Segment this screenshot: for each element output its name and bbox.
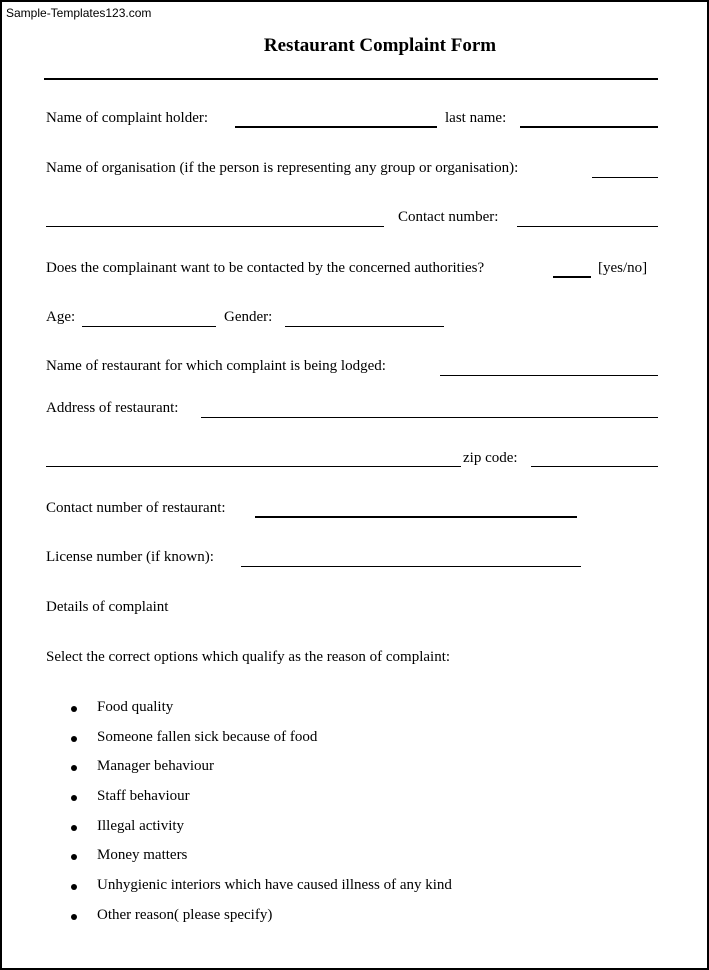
address-continuation-blank[interactable] — [46, 466, 461, 467]
reason-item[interactable]: Someone fallen sick because of food — [97, 729, 318, 745]
bullet-icon — [71, 825, 77, 831]
reason-item[interactable]: Unhygienic interiors which have caused illness of any kind — [97, 877, 452, 893]
restaurant-name-blank[interactable] — [440, 375, 658, 376]
organisation-label: Name of organisation (if the person is representing any group or organisation): — [46, 160, 519, 176]
last-name-blank[interactable] — [520, 126, 658, 128]
details-heading: Details of complaint — [46, 599, 169, 615]
gender-blank[interactable] — [285, 326, 444, 327]
name-holder-blank[interactable] — [235, 126, 437, 128]
age-label: Age: — [46, 309, 76, 325]
zip-code-label: zip code: — [463, 450, 518, 466]
organisation-blank[interactable] — [592, 177, 658, 178]
name-holder-label: Name of complaint holder: — [46, 110, 209, 126]
bullet-icon — [71, 884, 77, 890]
yes-no-label: [yes/no] — [598, 260, 648, 276]
contact-number-blank[interactable] — [517, 226, 658, 227]
organisation-continuation-blank[interactable] — [46, 226, 384, 227]
title-rule — [44, 78, 658, 80]
last-name-label: last name: — [445, 110, 507, 126]
bullet-icon — [71, 736, 77, 742]
bullet-icon — [71, 765, 77, 771]
bullet-icon — [71, 854, 77, 860]
reason-item[interactable]: Illegal activity — [97, 818, 185, 834]
contact-question-blank[interactable] — [553, 276, 591, 278]
restaurant-address-label: Address of restaurant: — [46, 400, 179, 416]
form-title: Restaurant Complaint Form — [263, 35, 497, 56]
restaurant-contact-blank[interactable] — [255, 516, 577, 518]
bullet-icon — [71, 706, 77, 712]
gender-label: Gender: — [224, 309, 273, 325]
restaurant-address-blank[interactable] — [201, 417, 658, 418]
reason-item[interactable]: Food quality — [97, 699, 174, 715]
bullet-icon — [71, 914, 77, 920]
watermark: Sample-Templates123.com — [6, 6, 152, 20]
reason-item[interactable]: Other reason( please specify) — [97, 907, 273, 923]
license-blank[interactable] — [241, 566, 581, 567]
contact-question-label: Does the complainant want to be contacted by the concerned authorities? — [46, 260, 485, 276]
contact-number-label: Contact number: — [398, 209, 499, 225]
restaurant-name-label: Name of restaurant for which complaint is being lodged: — [46, 358, 386, 374]
select-prompt: Select the correct options which qualify as the reason of complaint: — [46, 649, 451, 665]
bullet-icon — [71, 795, 77, 801]
reason-item[interactable]: Staff behaviour — [97, 788, 190, 804]
license-label: License number (if known): — [46, 549, 214, 565]
age-blank[interactable] — [82, 326, 216, 327]
zip-code-blank[interactable] — [531, 466, 658, 467]
reason-item[interactable]: Manager behaviour — [97, 758, 215, 774]
restaurant-contact-label: Contact number of restaurant: — [46, 500, 226, 516]
reason-item[interactable]: Money matters — [97, 847, 188, 863]
